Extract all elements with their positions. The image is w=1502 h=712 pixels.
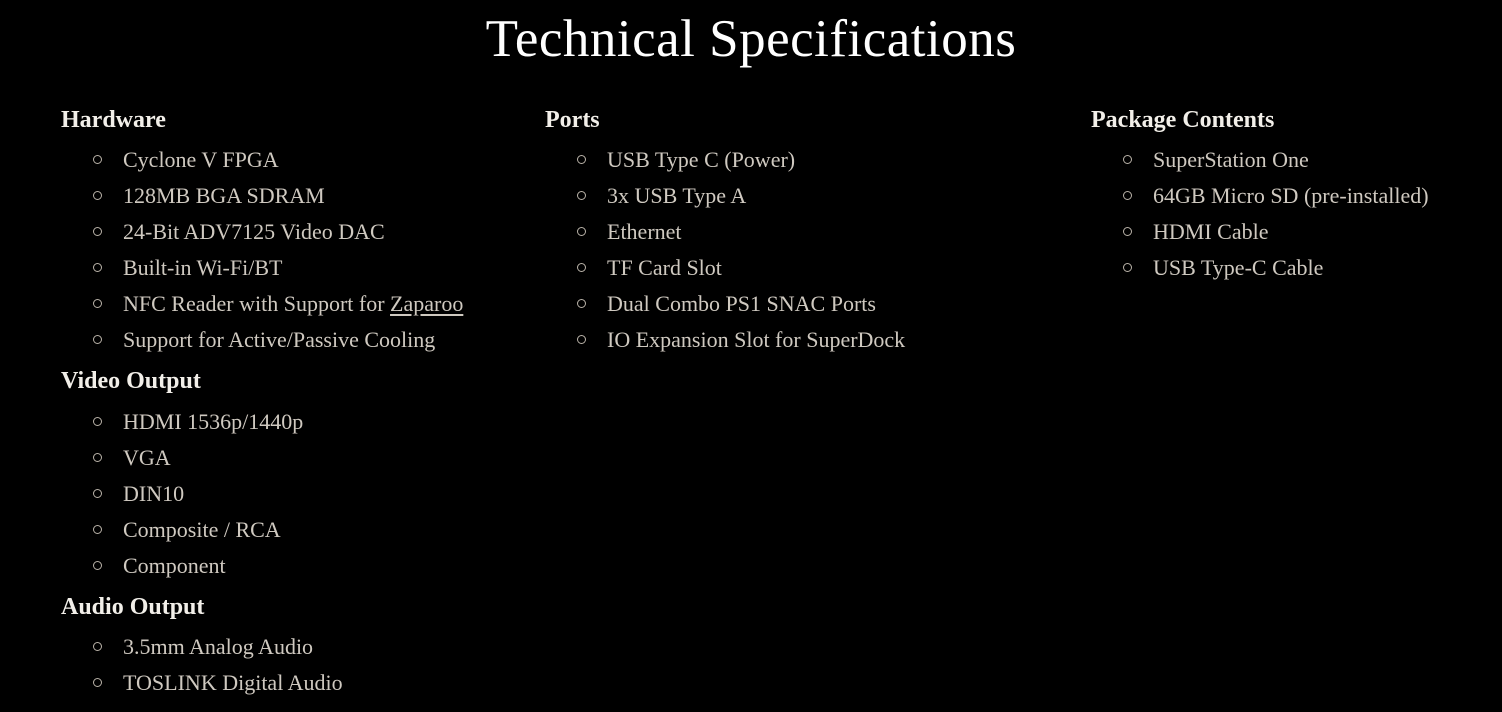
list-item [93,440,545,476]
list-item [577,214,1091,250]
spec-item-label: Built-in Wi-Fi/BT [123,255,283,281]
bullet-circle-icon [93,417,102,426]
list-item [577,250,1091,286]
spec-group-heading: Package Contents [1091,107,1275,133]
bullet-circle-icon [577,191,586,200]
spec-item-label: 128MB BGA SDRAM [123,183,325,209]
list-item [93,404,545,440]
bullet-circle-icon [93,489,102,498]
spec-item-label: TOSLINK Digital Audio [123,670,343,696]
spec-item-label: Ethernet [607,219,682,245]
spec-item-label: 3.5mm Analog Audio [123,634,314,660]
spec-item-label: IO Expansion Slot for SuperDock [607,327,906,353]
spec-item-label: USB Type C (Power) [607,147,796,173]
bullet-circle-icon [577,155,586,164]
spec-item-label: 24-Bit ADV7125 Video DAC [123,219,385,245]
list-item [93,629,545,665]
spec-group [545,104,1091,358]
list-item [93,214,545,250]
list-item [577,322,1091,358]
spec-item-label: HDMI 1536p/1440p [123,408,304,434]
bullet-circle-icon [577,263,586,272]
spec-group-heading: Video Output [61,368,201,395]
bullet-circle-icon [93,678,102,687]
page-title: Technical Specifications [485,10,1017,68]
spec-group-heading: Ports [545,107,600,133]
bullet-circle-icon [93,155,102,164]
spec-item-label: NFC Reader with Support for [123,291,391,317]
spec-item-label: DIN10 [123,480,185,506]
spec-item-label: 64GB Micro SD (pre-installed) [1153,183,1429,209]
spec-group-heading: Hardware [61,107,166,133]
bullet-circle-icon [1123,263,1132,272]
list-item [1123,214,1502,250]
bullet-circle-icon [93,335,102,344]
specs-column-package [1091,104,1502,286]
list-item [93,250,545,286]
specs-columns [0,104,1502,701]
list-item [93,548,545,584]
bullet-circle-icon [93,525,102,534]
bullet-circle-icon [93,642,102,651]
list-item [1123,178,1502,214]
list-item [577,142,1091,178]
spec-item-label: Cyclone V FPGA [123,147,279,173]
bullet-circle-icon [93,191,102,200]
bullet-circle-icon [93,263,102,272]
bullet-circle-icon [577,299,586,308]
spec-item-label: SuperStation One [1153,147,1309,173]
list-item [577,178,1091,214]
list-item [93,178,545,214]
spec-item-list [61,629,545,701]
list-item [93,476,545,512]
list-item [93,142,545,178]
bullet-circle-icon [577,227,586,236]
bullet-circle-icon [93,453,102,462]
list-item [577,286,1091,322]
specs-column-ports [545,104,1091,358]
spec-item-label: Component [123,552,226,578]
spec-item-label: VGA [123,444,171,470]
bullet-circle-icon [1123,155,1132,164]
spec-item-list [61,142,545,358]
spec-group [61,104,545,358]
spec-item-label: 3x USB Type A [607,183,747,209]
spec-group-heading: Audio Output [61,593,205,620]
list-item [1123,250,1502,286]
spec-item-label: Support for Active/Passive Cooling [123,327,436,353]
spec-item-list [545,142,1091,358]
spec-item-list [1091,142,1502,286]
spec-group [61,365,545,583]
spec-item-label: Dual Combo PS1 SNAC Ports [607,291,876,317]
list-item [1123,142,1502,178]
bullet-circle-icon [1123,191,1132,200]
bullet-circle-icon [1123,227,1132,236]
spec-item-label: HDMI Cable [1153,219,1269,245]
spec-item-link[interactable]: Zaparoo [390,291,464,317]
specs-column-hardware [0,104,545,701]
spec-item-list [61,404,545,584]
spec-item-label: TF Card Slot [607,255,722,281]
list-item [93,512,545,548]
bullet-circle-icon [93,561,102,570]
bullet-circle-icon [577,335,586,344]
list-item [93,665,545,701]
bullet-circle-icon [93,227,102,236]
spec-item-label: Composite / RCA [123,516,281,542]
spec-item-label: USB Type-C Cable [1153,255,1324,281]
spec-group [61,591,545,701]
list-item [93,286,545,322]
list-item [93,322,545,358]
bullet-circle-icon [93,299,102,308]
spec-group [1091,104,1502,286]
